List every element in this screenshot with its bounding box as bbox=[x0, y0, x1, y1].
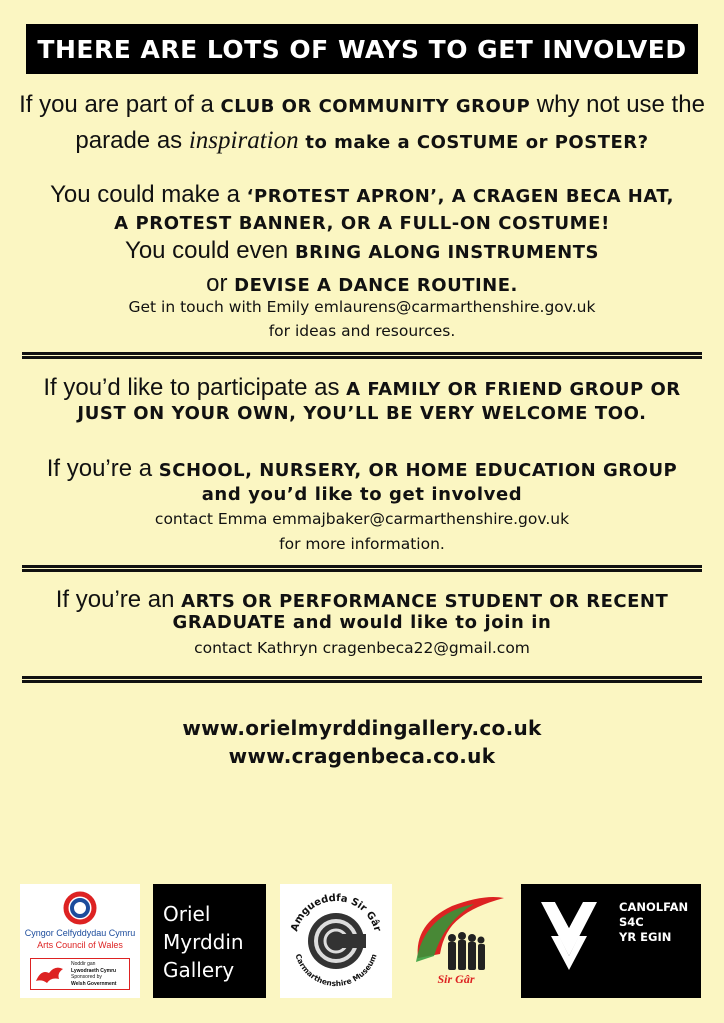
emphasis: BRING ALONG INSTRUMENTS bbox=[294, 242, 599, 263]
text: If you’re an bbox=[55, 586, 182, 613]
oriel-word: Oriel bbox=[163, 902, 211, 926]
website-link-cragenbeca[interactable]: www.cragenbeca.co.uk bbox=[228, 744, 496, 768]
oriel-myrddin-gallery-logo bbox=[153, 884, 266, 998]
text: If you’re a bbox=[46, 455, 159, 482]
yr-egin-emblem-icon bbox=[521, 884, 611, 998]
section1-contact: Get in touch with Emily emlaurens@carmarthenshire.gov.uk bbox=[128, 298, 596, 316]
acw-name-english: Arts Council of Wales bbox=[37, 940, 123, 950]
section2-line4: and you’d like to get involved bbox=[201, 484, 523, 505]
section2-line3 bbox=[10, 457, 714, 481]
section2-line1 bbox=[10, 376, 714, 400]
arts-council-wales-logo bbox=[20, 884, 140, 998]
s4c-line: YR EGIN bbox=[619, 930, 672, 944]
oriel-word: Gallery bbox=[163, 958, 235, 982]
text: You could even bbox=[125, 237, 295, 264]
emphasis: ‘PROTEST APRON’, A CRAGEN BECA HAT, bbox=[246, 186, 674, 207]
text: If you are part of a bbox=[19, 91, 221, 118]
wg-line: Sponsored by bbox=[71, 974, 102, 980]
divider bbox=[22, 565, 702, 572]
section2-line2: JUST ON YOUR OWN, YOU’LL BE VERY WELCOME TOO. bbox=[77, 403, 647, 424]
section1-line1 bbox=[10, 93, 714, 117]
text: If you’d like to participate as bbox=[43, 374, 347, 401]
section2-contact-2: for more information. bbox=[279, 535, 445, 553]
section3-contact: contact Kathryn cragenbeca22@gmail.com bbox=[194, 639, 530, 657]
emphasis: DEVISE A DANCE ROUTINE. bbox=[234, 275, 518, 296]
section1-line4: A PROTEST BANNER, OR A FULL-ON COSTUME! bbox=[114, 213, 610, 234]
section2-contact: contact Emma emmajbaker@carmarthenshire.gov.uk bbox=[154, 510, 570, 528]
text: why not use the bbox=[530, 91, 705, 118]
section1-line2 bbox=[10, 128, 714, 153]
sir-gar-label: Sir Gâr bbox=[437, 972, 475, 986]
text: You could make a bbox=[50, 181, 247, 208]
text: or bbox=[206, 270, 235, 297]
s4c-line: CANOLFAN bbox=[619, 900, 689, 914]
wg-line: Welsh Government bbox=[71, 980, 117, 987]
section3-line2: GRADUATE and would like to join in bbox=[172, 612, 552, 633]
wg-line: Lywodraeth Cymru bbox=[71, 967, 117, 974]
wg-line: Noddir gan bbox=[71, 961, 96, 967]
section1-line5 bbox=[10, 239, 714, 263]
divider bbox=[22, 676, 702, 683]
emphasis: ARTS OR PERFORMANCE STUDENT OR RECENT bbox=[181, 591, 669, 612]
italic-word: inspiration bbox=[188, 127, 299, 154]
emphasis: SCHOOL, NURSERY, OR HOME EDUCATION GROUP bbox=[158, 460, 678, 481]
museum-name-english: Carmarthenshire Museum bbox=[293, 952, 379, 989]
canolfan-s4c-yr-egin-logo bbox=[521, 884, 701, 998]
divider bbox=[22, 352, 702, 359]
dragon-icon bbox=[33, 961, 67, 989]
section1-line3 bbox=[10, 183, 714, 207]
museum-name-welsh: Amgueddfa Sir Gâr bbox=[289, 892, 383, 933]
oriel-word: Myrddin bbox=[163, 930, 244, 954]
welsh-government-badge bbox=[30, 958, 130, 990]
emphasis: A FAMILY OR FRIEND GROUP OR bbox=[346, 379, 681, 400]
website-link-oriel[interactable]: www.orielmyrddingallery.co.uk bbox=[182, 716, 542, 740]
section1-contact-2: for ideas and resources. bbox=[268, 322, 456, 340]
page-title: THERE ARE LOTS OF WAYS TO GET INVOLVED bbox=[26, 24, 698, 74]
acw-name-welsh: Cyngor Celfyddydau Cymru bbox=[24, 928, 136, 938]
sir-gar-logo bbox=[404, 884, 508, 998]
s4c-line: S4C bbox=[619, 915, 644, 929]
section1-line6 bbox=[10, 272, 714, 296]
museum-emblem-icon bbox=[280, 884, 392, 998]
carmarthenshire-museum-logo bbox=[280, 884, 392, 998]
emphasis: CLUB OR COMMUNITY GROUP bbox=[220, 96, 531, 117]
text: parade as bbox=[75, 127, 189, 154]
emphasis: to make a COSTUME or POSTER? bbox=[298, 132, 649, 153]
section3-line1 bbox=[10, 588, 714, 612]
